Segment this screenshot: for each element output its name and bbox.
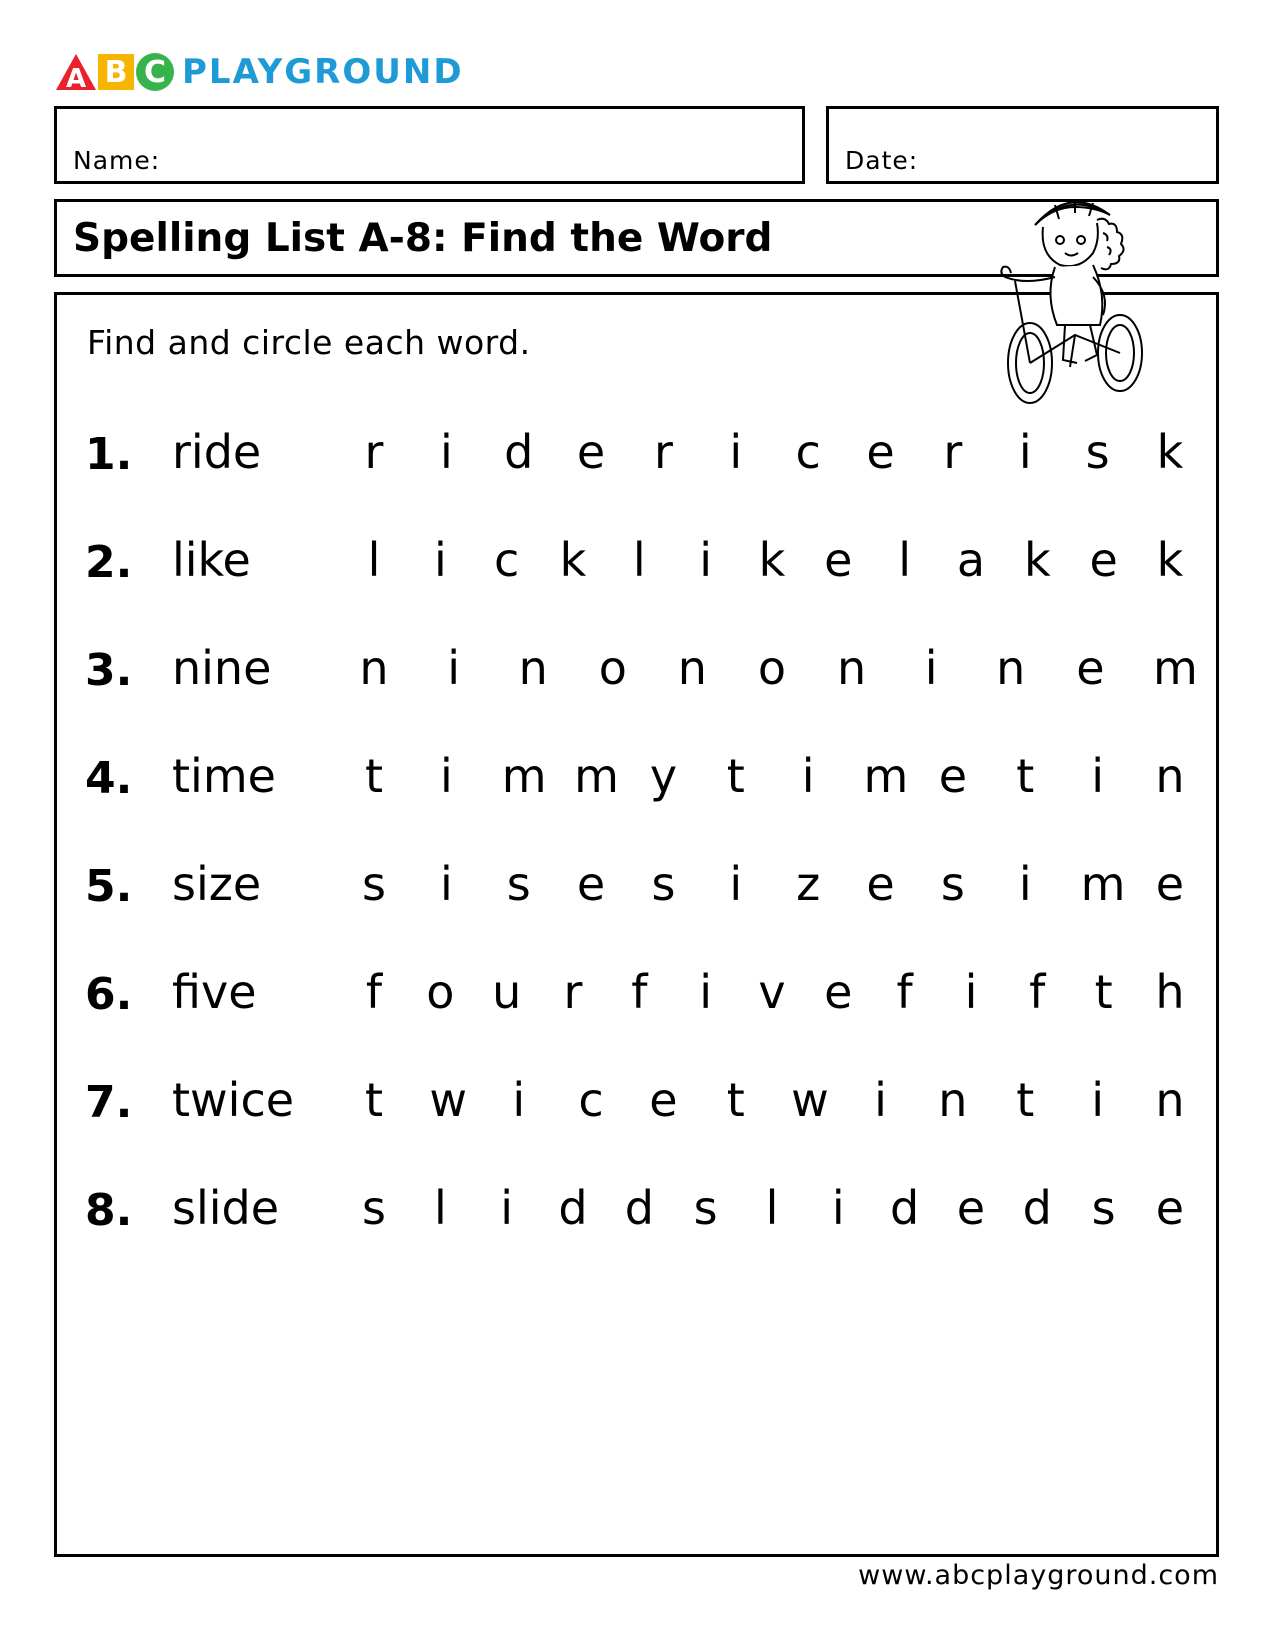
letter[interactable]: e (576, 857, 606, 911)
letter[interactable]: a (956, 533, 986, 587)
letter[interactable]: i (924, 641, 938, 695)
letter[interactable]: m (574, 749, 619, 803)
letter[interactable]: z (796, 857, 821, 911)
abc-playground-logo (55, 52, 464, 92)
letter-sequence (357, 1073, 1187, 1127)
letter[interactable]: l (433, 1181, 447, 1235)
name-field[interactable] (54, 106, 805, 184)
letter[interactable]: l (632, 533, 646, 587)
letter[interactable]: m (863, 749, 909, 803)
word-row (57, 855, 1216, 925)
letter[interactable]: i (1091, 749, 1104, 803)
letter[interactable]: m (501, 749, 547, 803)
letter[interactable]: t (1094, 965, 1113, 1019)
word-row (57, 747, 1216, 817)
page-title: Spelling List A-8: Find the Word (73, 216, 773, 261)
letter[interactable]: e (866, 425, 895, 479)
letter[interactable]: n (1155, 749, 1185, 803)
letter[interactable]: d (624, 1181, 654, 1235)
letter[interactable]: m (1152, 641, 1198, 695)
logo-text: PLAYGROUND (182, 52, 464, 92)
letter-sequence (357, 857, 1187, 911)
letter[interactable]: i (433, 533, 447, 587)
letter[interactable]: w (791, 1073, 829, 1127)
word-row (57, 1179, 1216, 1249)
letter[interactable]: f (896, 965, 913, 1019)
target-word: twice (172, 1073, 295, 1127)
row-number: 6. (85, 969, 133, 1020)
letter[interactable]: e (576, 425, 606, 479)
letter[interactable]: w (429, 1073, 467, 1127)
letter[interactable]: n (1155, 1073, 1185, 1127)
letter[interactable]: r (563, 965, 583, 1019)
target-word: size (172, 857, 262, 911)
letter[interactable]: e (824, 533, 853, 587)
letter[interactable]: i (729, 425, 743, 479)
letter[interactable]: s (693, 1181, 718, 1235)
letter[interactable]: l (765, 1181, 779, 1235)
letter[interactable]: i (439, 749, 453, 803)
letter-sequence (357, 749, 1187, 803)
target-word: slide (172, 1181, 280, 1235)
letter[interactable]: s (1085, 425, 1110, 479)
letter[interactable]: t (726, 1073, 745, 1127)
letter[interactable]: t (1016, 749, 1035, 803)
letter[interactable]: i (1018, 425, 1032, 479)
row-number: 5. (85, 861, 133, 912)
word-row (57, 423, 1216, 493)
letter[interactable]: s (1091, 1181, 1116, 1235)
word-row (57, 963, 1216, 1033)
letter[interactable]: i (699, 533, 713, 587)
letter[interactable]: s (362, 857, 386, 911)
letter[interactable]: k (559, 533, 587, 587)
row-number: 3. (85, 645, 133, 696)
word-row (57, 531, 1216, 601)
letter-sequence (357, 533, 1187, 587)
letter[interactable]: u (492, 965, 522, 1019)
letter[interactable]: f (365, 965, 383, 1019)
letter[interactable]: t (364, 1073, 384, 1127)
girl-on-bicycle-icon (985, 185, 1175, 415)
letter[interactable]: c (494, 533, 520, 587)
letter[interactable]: i (447, 641, 460, 695)
letter[interactable]: i (964, 965, 978, 1019)
letter[interactable]: c (578, 1073, 604, 1127)
letter[interactable]: i (729, 857, 743, 911)
letter-sequence (357, 425, 1187, 479)
letter[interactable]: e (1155, 1181, 1185, 1235)
logo-letter-c: C (136, 53, 174, 91)
letter[interactable]: c (795, 425, 821, 479)
letter[interactable]: k (1023, 533, 1051, 587)
target-word: ride (172, 425, 262, 479)
svg-text:A: A (65, 64, 87, 91)
letter[interactable]: e (649, 1073, 678, 1127)
letter[interactable]: l (898, 533, 912, 587)
letter[interactable]: s (362, 1181, 386, 1235)
letter[interactable]: i (699, 965, 713, 1019)
letter[interactable]: n (359, 641, 389, 695)
letter[interactable]: e (1155, 857, 1185, 911)
logo-letter-a (55, 53, 97, 91)
row-number: 8. (85, 1185, 133, 1236)
date-label: Date: (845, 146, 919, 175)
letter[interactable]: e (824, 965, 853, 1019)
logo-letter-b: B (98, 54, 134, 90)
letter[interactable]: i (831, 1181, 845, 1235)
letter[interactable]: v (758, 965, 786, 1019)
worksheet-box (54, 292, 1219, 1557)
letter[interactable]: s (651, 857, 676, 911)
letter[interactable]: s (506, 857, 531, 911)
letter[interactable]: y (649, 749, 678, 803)
word-row (57, 1071, 1216, 1141)
target-word: nine (172, 641, 272, 695)
instructions: Find and circle each word. (87, 323, 531, 362)
letter[interactable]: e (938, 749, 968, 803)
letter[interactable]: r (653, 425, 673, 479)
letter[interactable]: n (836, 641, 867, 695)
letter[interactable]: r (943, 425, 963, 479)
target-word: time (172, 749, 276, 803)
letter[interactable]: m (1080, 857, 1126, 911)
target-word: five (172, 965, 257, 1019)
letter[interactable]: r (364, 425, 384, 479)
row-number: 7. (85, 1077, 133, 1128)
letter[interactable]: n (677, 641, 707, 695)
letter[interactable]: s (940, 857, 965, 911)
letter[interactable]: i (500, 1181, 514, 1235)
letter-sequence (357, 1181, 1187, 1235)
letter[interactable]: i (801, 749, 815, 803)
footer-url[interactable]: www.abcplayground.com (858, 1560, 1219, 1591)
letter[interactable]: d (890, 1181, 920, 1235)
letter[interactable]: e (866, 857, 895, 911)
letter[interactable]: i (439, 857, 453, 911)
name-label: Name: (73, 146, 161, 175)
row-number: 1. (85, 429, 133, 480)
letter[interactable]: n (518, 641, 548, 695)
letter[interactable]: o (598, 641, 627, 695)
letter[interactable]: f (1029, 965, 1046, 1019)
letter[interactable]: e (956, 1181, 986, 1235)
letter-sequence (357, 965, 1187, 1019)
letter[interactable]: o (757, 641, 787, 695)
letter[interactable]: k (1156, 425, 1184, 479)
letter[interactable]: d (1022, 1181, 1052, 1235)
letter[interactable]: h (1155, 965, 1185, 1019)
letter[interactable]: k (1156, 533, 1184, 587)
letter[interactable]: i (874, 1073, 887, 1127)
letter[interactable]: i (1091, 1073, 1104, 1127)
letter[interactable]: n (996, 641, 1026, 695)
letter[interactable]: t (364, 749, 384, 803)
date-field[interactable] (826, 106, 1219, 184)
target-word: like (172, 533, 251, 587)
letter[interactable]: i (512, 1073, 526, 1127)
letter[interactable]: l (367, 533, 381, 587)
letter[interactable]: d (504, 425, 534, 479)
letter-sequence (357, 641, 1198, 695)
letter[interactable]: k (758, 533, 786, 587)
letter[interactable]: e (1089, 533, 1118, 587)
letter[interactable]: t (1016, 1073, 1035, 1127)
word-row (57, 639, 1216, 709)
letter[interactable]: i (1018, 857, 1032, 911)
letter[interactable]: t (726, 749, 745, 803)
letter[interactable]: f (631, 965, 648, 1019)
row-number: 4. (85, 753, 133, 804)
row-number: 2. (85, 537, 133, 588)
letter[interactable]: o (426, 965, 455, 1019)
letter[interactable]: d (558, 1181, 588, 1235)
letter[interactable]: e (1076, 641, 1105, 695)
letter[interactable]: n (938, 1073, 968, 1127)
letter[interactable]: i (439, 425, 453, 479)
